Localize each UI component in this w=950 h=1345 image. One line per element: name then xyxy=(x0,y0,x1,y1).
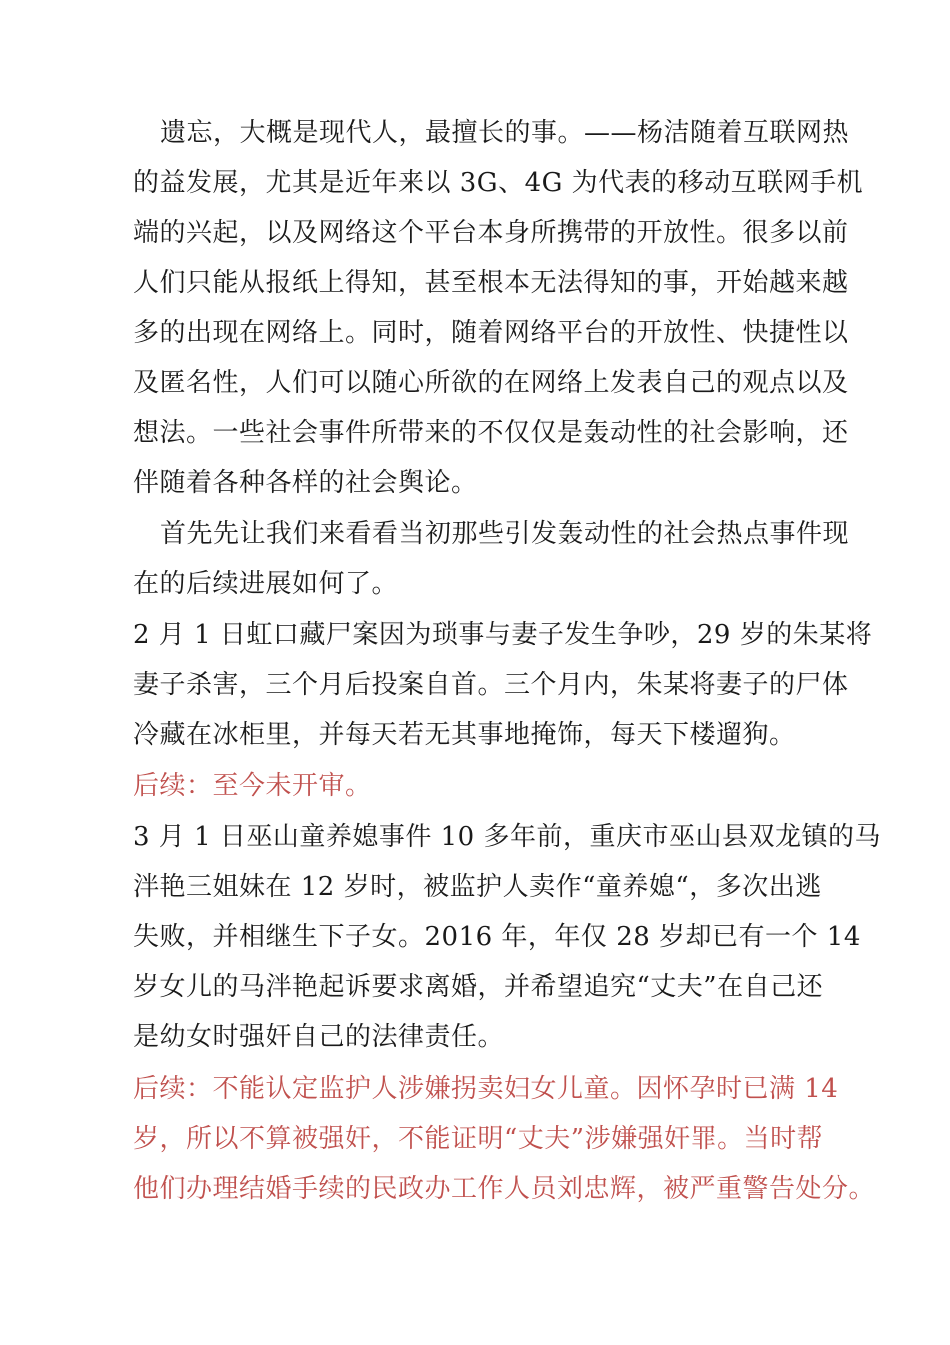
case-2-followup-line-2: 岁，所以不算被强奸，不能证明“丈夫”涉嫌强奸罪。当时帮 xyxy=(133,1124,824,1154)
case-2-followup-line-3: 他们办理结婚手续的民政办工作人员刘忠辉，被严重警告处分。 xyxy=(133,1174,876,1204)
case-1-line-2: 妻子杀害，三个月后投案自首。三个月内，朱某将妻子的尸体 xyxy=(133,670,849,700)
case-1-followup: 后续：至今未开审。 xyxy=(133,771,372,801)
case-1-line-3: 冷藏在冰柜里，并每天若无其事地掩饰，每天下楼遛狗。 xyxy=(133,720,796,750)
paragraph-1-line-5: 多的出现在网络上。同时，随着网络平台的开放性、快捷性以 xyxy=(133,318,849,348)
paragraph-1-line-8: 伴随着各种各样的社会舆论。 xyxy=(133,468,478,498)
paragraph-1-line-7: 想法。一些社会事件所带来的不仅仅是轰动性的社会影响，还 xyxy=(133,418,849,448)
paragraph-2-line-2: 在的后续进展如何了。 xyxy=(133,569,399,599)
case-2-followup-line-1: 后续：不能认定监护人涉嫌拐卖妇女儿童。因怀孕时已满 14 xyxy=(133,1074,839,1104)
case-2-line-3: 失败，并相继生下子女。2016 年，年仅 28 岁却已有一个 14 xyxy=(133,922,861,952)
case-2-line-5: 是幼女时强奸自己的法律责任。 xyxy=(133,1022,505,1052)
paragraph-2-line-1: 首先先让我们来看看当初那些引发轰动性的社会热点事件现 xyxy=(160,519,850,549)
paragraph-1-line-3: 端的兴起，以及网络这个平台本身所携带的开放性。很多以前 xyxy=(133,218,849,248)
case-2-line-2: 泮艳三姐妹在 12 岁时，被监护人卖作“童养媳“，多次出逃 xyxy=(133,872,822,902)
case-2-line-1: 3 月 1 日巫山童养媳事件 10 多年前，重庆市巫山县双龙镇的马 xyxy=(133,822,881,852)
paragraph-1-line-2: 的益发展，尤其是近年来以 3G、4G 为代表的移动互联网手机 xyxy=(133,168,864,198)
paragraph-1-line-4: 人们只能从报纸上得知，甚至根本无法得知的事，开始越来越 xyxy=(133,268,849,298)
case-2-line-4: 岁女儿的马泮艳起诉要求离婚，并希望追究“丈夫”在自己还 xyxy=(133,972,824,1002)
paragraph-1-line-1: 遗忘，大概是现代人，最擅长的事。——杨洁随着互联网热 xyxy=(160,118,850,148)
case-1-line-1: 2 月 1 日虹口藏尸案因为琐事与妻子发生争吵，29 岁的朱某将 xyxy=(133,620,873,650)
paragraph-1-line-6: 及匿名性，人们可以随心所欲的在网络上发表自己的观点以及 xyxy=(133,368,849,398)
